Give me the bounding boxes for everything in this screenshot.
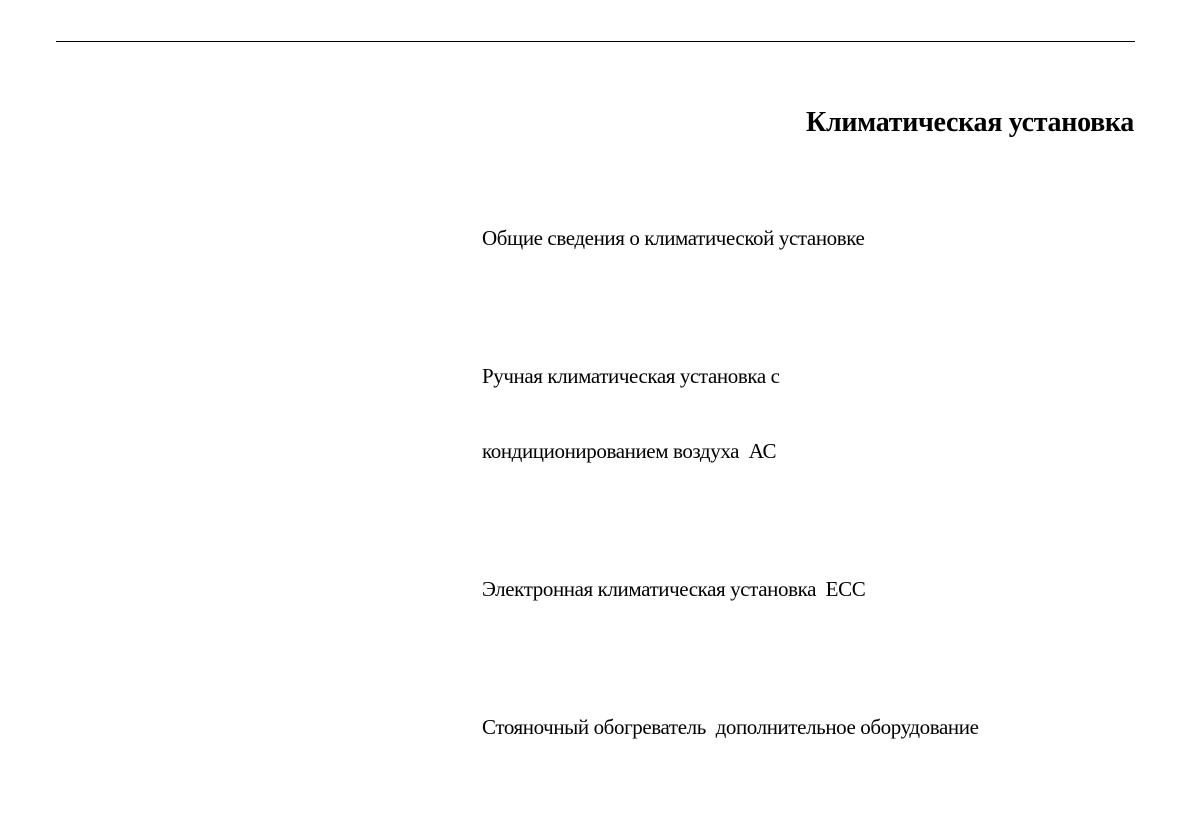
toc-item-label: Общие сведения о климатической установке xyxy=(482,226,865,250)
toc-item-label: Электронная климатическая установка ЕСС xyxy=(482,577,866,601)
header-rule xyxy=(56,41,1135,42)
toc-item-label: Стояночный обогреватель дополнительное оборудование xyxy=(482,715,979,739)
table-of-contents xyxy=(482,176,1102,803)
toc-item-electronic-climate-ecc[interactable] xyxy=(482,527,1102,652)
toc-item-label: Ручная климатическая установка с xyxy=(482,364,780,388)
toc-item-manual-climate-ac[interactable] xyxy=(482,314,1102,514)
section-title: Климатическая установка xyxy=(805,107,1134,138)
toc-item-parking-heater[interactable] xyxy=(482,665,1102,790)
toc-item-general-info[interactable] xyxy=(482,176,1102,301)
toc-item-label-continued: кондиционированием воздуха АС xyxy=(482,439,777,463)
